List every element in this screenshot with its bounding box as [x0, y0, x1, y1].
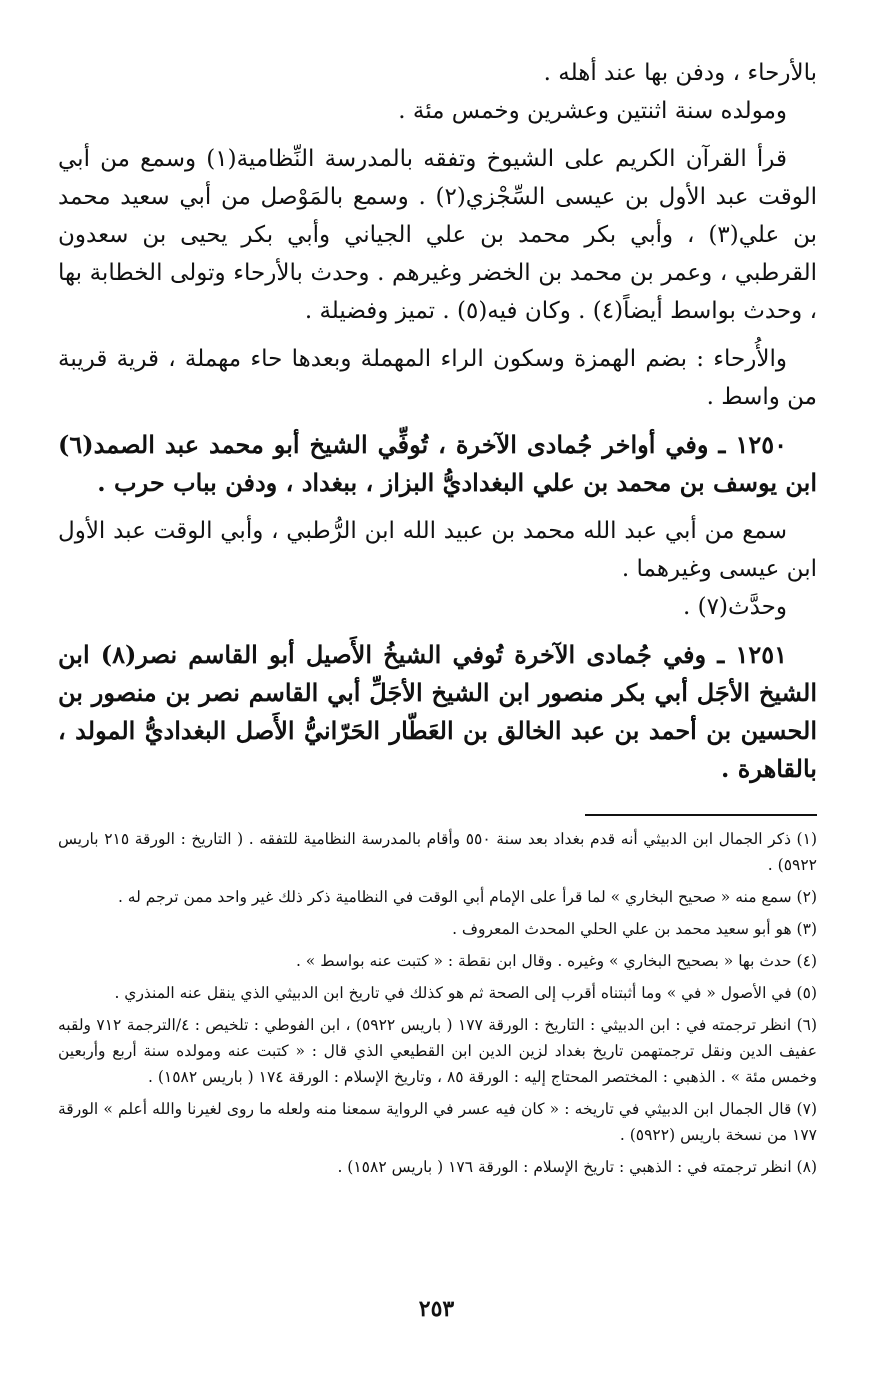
- footnotes: [58, 826, 817, 1180]
- footnote-5: (٥) في الأصول « في » وما أثبتناه أقرب إلى الصحة ثم هو كذلك في تاريخ ابن الدبيثي الذي ينقل عنه المنذري .: [114, 984, 817, 1002]
- paragraph-6: سمع من أبي عبد الله محمد بن عبيد الله ابن الرُّطبي ، وأبي الوقت عبد الأول ابن عيسى وغيرهما .: [58, 518, 817, 582]
- footnote-7: (٧) قال الجمال ابن الدبيثي في تاريخه : « كان فيه عسر في الرواية سمعنا منه ولعله ما روى لغيرنا والله أعلم » الورقة ١٧٧ من نسخة باريس (٥٩٢٢) .: [58, 1100, 817, 1144]
- footnote-6: (٦) انظر ترجمته في : ابن الدبيثي : التاريخ : الورقة ١٧٧ ( باريس ٥٩٢٢) ، ابن الفوطي : تلخيص : ٤/الترجمة ٧١٢ ولقبه عفيف الدين ونقل ترجمتهمن تاريخ بغداد لزين الدين ابن القطيعي الذي قال : « كتبت عنه ومولده سنة أربع وأربعين وخمس مئة » . الذهبي : المختصر المحتاج إليه : الورقة ٨٥ ، وتاريخ الإسلام : الورقة ١٧٤ ( باريس ١٥٨٢) .: [58, 1016, 818, 1086]
- footnote-3: (٣) هو أبو سعيد محمد بن علي الحلي المحدث المعروف .: [452, 920, 817, 938]
- footnote-divider: [585, 814, 817, 816]
- footnote-4: (٤) حدث بها « بصحيح البخاري » وغيره . وقال ابن نقطة : « كتبت عنه بواسط » .: [295, 952, 817, 970]
- footnote-8: (٨) انظر ترجمته في : الذهبي : تاريخ الإسلام : الورقة ١٧٦ ( باريس ١٥٨٢) .: [337, 1158, 817, 1176]
- footnote-1: (١) ذكر الجمال ابن الدبيثي أنه قدم بغداد بعد سنة ٥٥٠ وأقام بالمدرسة النظامية للتفقه . ( التاريخ : الورقة ٢١٥ باريس ٥٩٢٢) .: [58, 830, 817, 874]
- paragraph-3: قرأ القرآن الكريم على الشيوخ وتفقه بالمدرسة النِّظامية(١) وسمع من أبي الوقت عبد الأول بن عيسى السِّجْزي(٢) . وسمع بالمَوْصل من أبي سعيد محمد بن علي(٣) ، وأبي بكر محمد بن علي الجياني وأبي بكر يحيى بن سعدون القرطبي ، وعمر بن محمد بن الخضر وغيرهم . وحدث بالأرحاء وتولى الخطابة بها ، وحدث بواسط أيضاً(٤) . وكان فيه(٥) . تميز وفضيلة .: [58, 146, 818, 324]
- paragraph-7: وحدَّث(٧) .: [683, 594, 787, 620]
- paragraph-2: ومولده سنة اثنتين وعشرين وخمس مئة .: [398, 98, 787, 124]
- entry-1251: ١٢٥١ ـ وفي جُمادى الآخرة تُوفي الشيخُ الأَصيل أبو القاسم نصر(٨) ابن الشيخ الأجَل أبي بكر منصور ابن الشيخ الأجَلِّ أبي القاسم نصر بن منصور بن الحسين بن أحمد بن عبد الخالق بن العَطّار الحَرّانيُّ الأَصل البغداديُّ المولد ، بالقاهرة .: [58, 640, 818, 783]
- entry-1250: ١٢٥٠ ـ وفي أواخر جُمادى الآخرة ، تُوفِّي الشيخ أبو محمد عبد الصمد(٦) ابن يوسف بن محمد بن علي البغداديُّ البزاز ، ببغداد ، ودفن بباب حرب .: [58, 430, 817, 497]
- page-number: ٢٥٣: [418, 1296, 455, 1322]
- paragraph-1: بالأرحاء ، ودفن بها عند أهله .: [543, 60, 817, 86]
- main-text: [58, 54, 817, 788]
- paragraph-4: والأُرحاء : بضم الهمزة وسكون الراء المهملة وبعدها حاء مهملة ، قرية قريبة من واسط .: [58, 346, 817, 410]
- footnote-2: (٢) سمع منه « صحيح البخاري » لما قرأ على الإمام أبي الوقت في النظامية ذكر ذلك غير واحد ممن ترجم له .: [117, 888, 817, 906]
